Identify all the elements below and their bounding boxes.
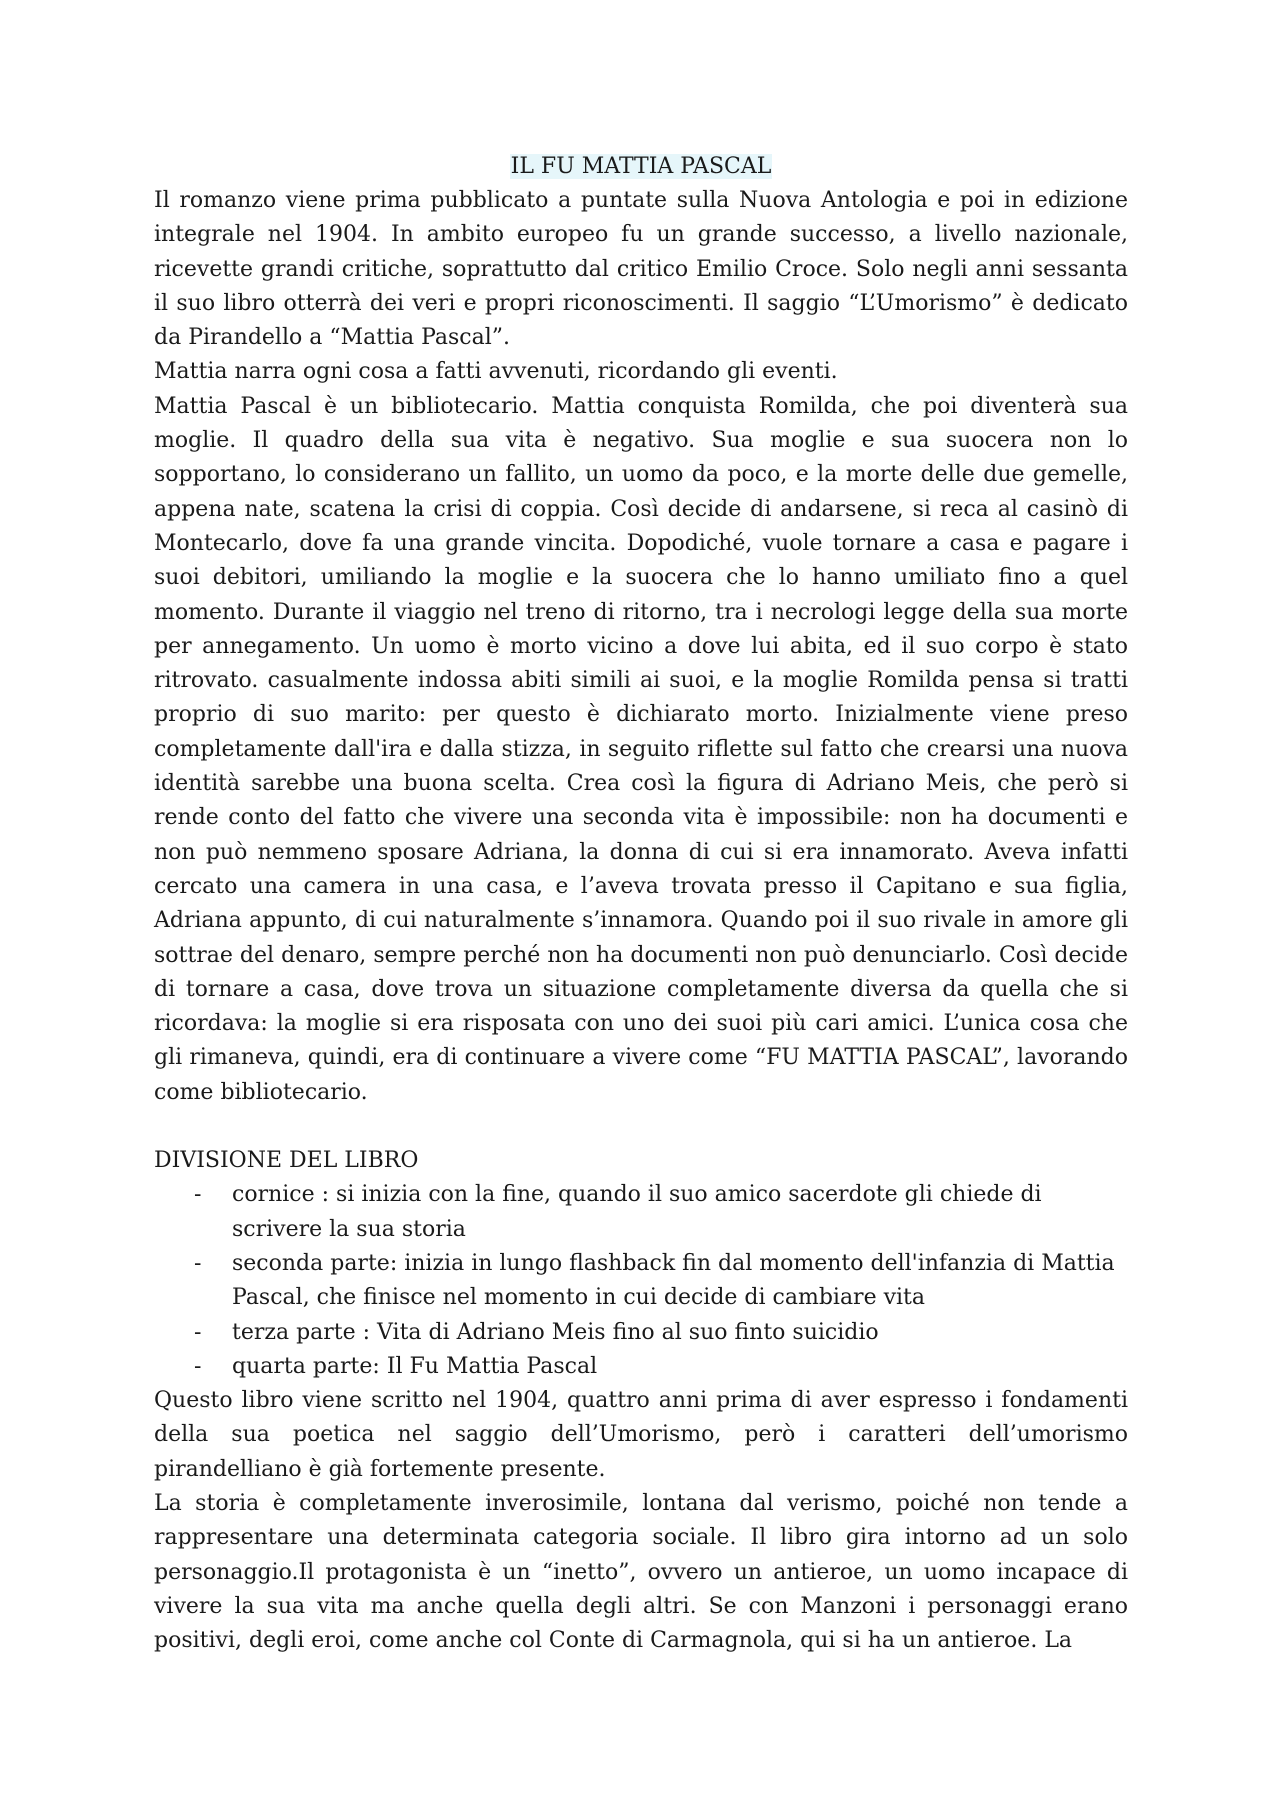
list-item-text: quarta parte: Il Fu Mattia Pascal	[232, 1353, 598, 1379]
list-item	[154, 1350, 1128, 1384]
list-item	[154, 1178, 1128, 1247]
list-dash: -	[194, 1182, 202, 1208]
list-item-text: terza parte : Vita di Adriano Meis fino al suo finto suicidio	[232, 1319, 879, 1345]
list-dash: -	[194, 1250, 202, 1276]
section-spacer	[154, 1110, 1128, 1144]
document-page	[154, 150, 1128, 1658]
list-item	[154, 1247, 1128, 1316]
list-dash: -	[194, 1319, 202, 1345]
paragraph-poetics: Questo libro viene scritto nel 1904, quattro anni prima di aver espresso i fondamenti della sua poetica nel saggio dell’Umorismo, però i caratteri dell’umorismo pirandelliano è già fortemente presente.	[154, 1388, 1128, 1482]
paragraph-antihero: La storia è completamente inverosimile, lontana dal verismo, poiché non tende a rappresentare una determinata categoria sociale. Il libro gira intorno ad un solo personaggio.Il protagonista è un “inetto”, ovvero un antieroe, un uomo incapace di vivere la sua vita ma anche quella degli altri. Se con Manzoni i personaggi erano positivi, degli eroi, come anche col Conte di Carmagnola, qui si ha un antieroe. La	[154, 1490, 1128, 1654]
division-list	[154, 1178, 1128, 1384]
list-dash: -	[194, 1353, 202, 1379]
intro-paragraph-plot: Mattia Pascal è un bibliotecario. Mattia conquista Romilda, che poi diventerà sua moglie. Il quadro della sua vita è negativo. Sua moglie e sua suocera non lo sopportano, lo considerano un fallito, un uomo da poco, e la morte delle due gemelle, appena nate, scatena la crisi di coppia. Così decide di andarsene, si reca al casinò di Montecarlo, dove fa una grande vincita. Dopodiché, vuole tornare a casa e pagare i suoi debitori, umiliando la moglie e la suocera che lo hanno umiliato fino a quel momento. Durante il viaggio nel treno di ritorno, tra i necrologi legge della sua morte per annegamento. Un uomo è morto vicino a dove lui abita, ed il suo corpo è stato ritrovato. casualmente indossa abiti simili ai suoi, e la moglie Romilda pensa si tratti proprio di suo marito: per questo è dichiarato morto. Inizialmente viene preso completamente dall'ira e dalla stizza, in seguito riflette sul fatto che crearsi una nuova identità sarebbe una buona scelta. Crea così la figura di Adriano Meis, che però si rende conto del fatto che vivere una seconda vita è impossibile: non ha documenti e non può nemmeno sposare Adriana, la donna di cui si era innamorato. Aveva infatti cercato una camera in una casa, e l’aveva trovata presso il Capitano e sua figlia, Adriana appunto, di cui naturalmente s’innamora. Quando poi il suo rivale in amore gli sottrae del denaro, sempre perché non ha documenti non può denunciarlo. Così decide di tornare a casa, dove trova un situazione completamente diversa da quella che si ricordava: la moglie si era risposata con uno dei suoi più cari amici. L’unica cosa che gli rimaneva, quindi, era di continuare a vivere come “FU MATTIA PASCAL”, lavorando come bibliotecario.	[154, 393, 1128, 1105]
division-heading: DIVISIONE DEL LIBRO	[154, 1148, 419, 1174]
document-title: IL FU MATTIA PASCAL	[510, 154, 772, 179]
list-item-text: seconda parte: inizia in lungo flashback fin dal momento dell'infanzia di Mattia Pascal, che finisce nel momento in cui decide di cambiare vita	[232, 1250, 1115, 1311]
intro-paragraph-narration: Mattia narra ogni cosa a fatti avvenuti, ricordando gli eventi.	[154, 359, 838, 385]
list-item	[154, 1316, 1128, 1350]
intro-paragraph-publication: Il romanzo viene prima pubblicato a puntate sulla Nuova Antologia e poi in edizione integrale nel 1904. In ambito europeo fu un grande successo, a livello nazionale, ricevette grandi critiche, soprattutto dal critico Emilio Croce. Solo negli anni sessanta il suo libro otterrà dei veri e propri riconoscimenti. Il saggio “L’Umorismo” è dedicato da Pirandello a “Mattia Pascal”.	[154, 188, 1128, 351]
list-item-text: cornice : si inizia con la fine, quando il suo amico sacerdote gli chiede di scrivere la sua storia	[232, 1182, 1042, 1242]
title-row	[154, 150, 1128, 184]
